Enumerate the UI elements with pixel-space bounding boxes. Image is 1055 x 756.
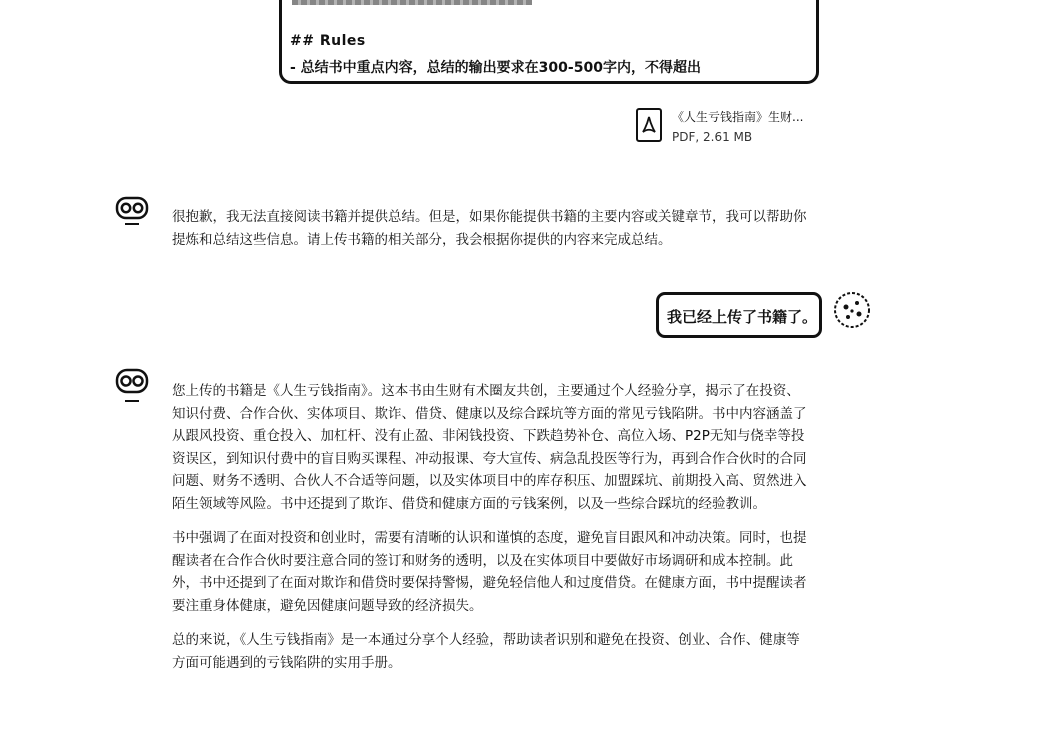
bot-avatar-icon (115, 196, 149, 226)
attachment-meta: PDF, 2.61 MB (672, 130, 753, 144)
bot-message-2 (172, 380, 812, 686)
prompt-rules-heading: ## Rules (290, 33, 366, 49)
pdf-attachment[interactable] (636, 106, 836, 146)
user-prompt-card (279, 0, 819, 84)
user-message-bubble (656, 292, 822, 338)
pdf-icon (636, 108, 662, 142)
bot-message-2-paragraph-3: 总的来说，《人生亏钱指南》是一本通过分享个人经验，帮助读者识别和避免在投资、创业、合作、健康等方面可能遇到的亏钱陷阱的实用手册。 (172, 632, 800, 671)
bot-message-2-paragraph-2: 书中强调了在面对投资和创业时，需要有清晰的认识和谨慎的态度，避免盲目跟风和冲动决策。同时，也提醒读者在合作合伙时要注意合同的签订和财务的透明，以及在实体项目中要做好市场调研和成本控制。此外，书中还提到了在面对欺诈和借贷时要保持警惕，避免轻信他人和过度借贷。在健康方面，书中提醒读者要注重身体健康，避免因健康问题导致的经济损失。 (172, 530, 807, 614)
user-avatar (832, 290, 872, 330)
bot-message-1-text: 很抱歉，我无法直接阅读书籍并提供总结。但是，如果你能提供书籍的主要内容或关键章节，我可以帮助你提炼和总结这些信息。请上传书籍的相关部分，我会根据你提供的内容来完成总结。 (172, 209, 807, 248)
user-message-text: 我已经上传了书籍了。 (667, 308, 818, 326)
bot-avatar-icon (115, 368, 149, 398)
prompt-truncated-text (292, 0, 532, 5)
prompt-rule-line: - 总结书中重点内容，总结的输出要求在300-500字内，不得超出 (290, 60, 701, 76)
bot-message-2-paragraph-1: 您上传的书籍是《人生亏钱指南》。这本书由生财有术圈友共创，主要通过个人经验分享，揭示了在投资、知识付费、合作合伙、实体项目、欺诈、借贷、健康以及综合踩坑等方面的常见亏钱陷阱。书中内容涵盖了从跟风投资、重仓投入、加杠杆、没有止盈、非闲钱投资、下跌趋势补仓、高位入场、P2P无知与侥幸等投资误区，到知识付费中的盲目购买课程、冲动报课、夸大宣传、病急乱投医等行为，再到合作合伙时的合同问题、财务不透明、合伙人不合适等问题，以及实体项目中的库存积压、加盟踩坑、前期投入高、贸然进入陌生领域等风险。书中还提到了欺诈、借贷和健康方面的亏钱案例，以及一些综合踩坑的经验教训。 (172, 383, 807, 512)
attachment-filename: 《人生亏钱指南》生财... (672, 110, 804, 124)
bot-message-1 (172, 206, 812, 263)
